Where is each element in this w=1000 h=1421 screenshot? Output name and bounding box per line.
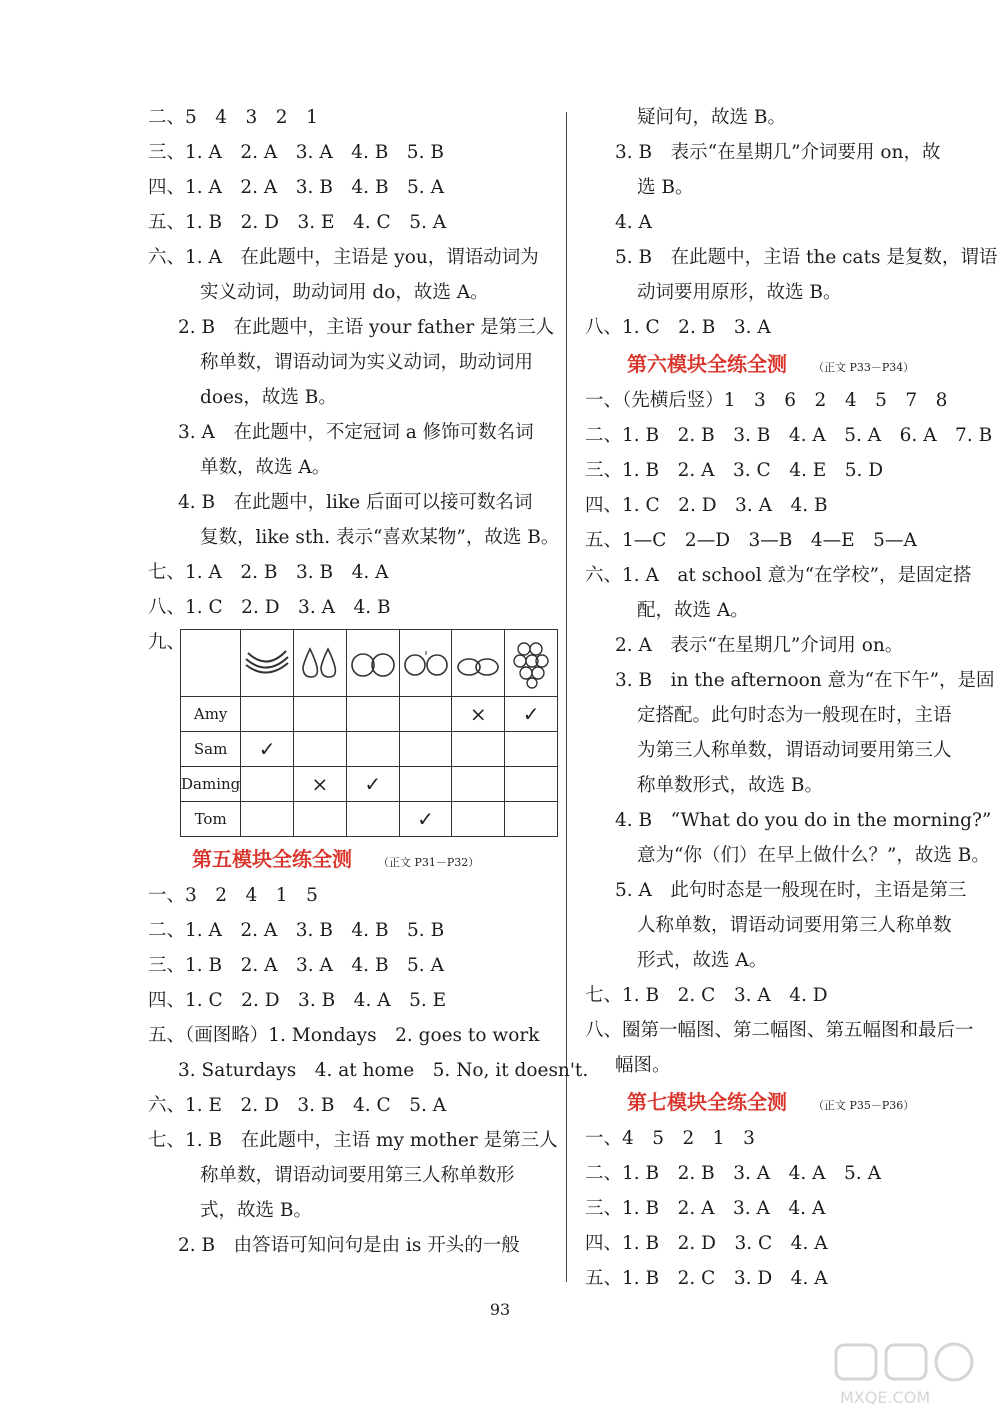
answer-line: 为第三人称单数，谓语动词要用第三人: [637, 740, 952, 761]
answers-module7: [585, 1121, 985, 1296]
answer-line: 称单数，谓语动词为实义动词，助动词用: [200, 352, 534, 373]
pear-icon: [294, 630, 347, 697]
answer-line: 六、1. A 在此题中，主语是 you，谓语动词为: [148, 247, 539, 268]
table-cell: [346, 732, 399, 767]
answer-line: 六、1. A at school 意为“在学校”，是固定搭: [585, 565, 972, 586]
answer-line: 五、1—C 2—D 3—B 4—E 5—A: [585, 530, 917, 551]
answer-line: 动词要用原形，故选 B。: [637, 282, 842, 303]
answer-line: 三、1. A 2. A 3. A 4. B 5. B: [148, 142, 444, 163]
answer-line: 3. B 表示“在星期几”介词要用 on，故: [615, 142, 941, 163]
answer-line: 3. A 在此题中，不定冠词 a 修饰可数名词: [178, 422, 534, 443]
question-nine-label: 九、: [148, 632, 186, 653]
answers-module5-continued: [585, 100, 998, 345]
student-name-cell: Amy: [181, 697, 241, 732]
answer-line: 5. A 此句时态是一般现在时，主语是第三: [615, 880, 967, 901]
answer-line: 五、1. B 2. D 3. E 4. C 5. A: [148, 212, 447, 233]
table-cell: [346, 697, 399, 732]
answer-line: does，故选 B。: [200, 387, 337, 408]
answer-line: 一、（先横后竖）1 3 6 2 4 5 7 8: [585, 390, 948, 411]
table-cell: [505, 732, 558, 767]
answer-line: 四、1. B 2. D 3. C 4. A: [585, 1233, 828, 1254]
peach-icon: [452, 630, 505, 697]
table-cell: [452, 732, 505, 767]
answer-line: 称单数形式，故选 B。: [637, 775, 823, 796]
fruit-preference-table: [180, 629, 558, 837]
answer-line: 二、1. B 2. B 3. A 4. A 5. A: [585, 1163, 881, 1184]
table-cell: [294, 697, 347, 732]
table-cell: [294, 732, 347, 767]
answer-line: 4. B 在此题中，like 后面可以接可数名词: [178, 492, 533, 513]
answer-line: 七、1. B 在此题中，主语 my mother 是第三人: [148, 1130, 558, 1151]
answer-line: 5. B 在此题中，主语 the cats 是复数，谓语: [615, 247, 998, 268]
page-number: 93: [489, 1300, 511, 1319]
table-cell: [505, 767, 558, 802]
table-cell: [241, 802, 294, 837]
answer-line: 五、1. B 2. C 3. D 4. A: [585, 1268, 828, 1289]
module5-heading: [148, 840, 558, 878]
answer-line: 三、1. B 2. A 3. A 4. A: [585, 1198, 826, 1219]
answer-line: 一、3 2 4 1 5: [148, 885, 318, 906]
table-cell: [346, 802, 399, 837]
right-column: [585, 100, 998, 1296]
table-cell: [399, 697, 452, 732]
answer-line: 4. A: [615, 212, 652, 233]
cross-mark: ×: [294, 767, 347, 802]
table-corner-cell: [181, 630, 241, 697]
module6-heading: [585, 345, 985, 383]
module7-heading: [585, 1083, 985, 1121]
watermark-text: MXQE.COM: [840, 1388, 931, 1407]
student-name-cell: Daming: [181, 767, 241, 802]
answer-line: 七、1. A 2. B 3. B 4. A: [148, 562, 389, 583]
answers-module6: [585, 383, 995, 1083]
watermark-logo: [832, 1341, 982, 1411]
table-cell: [399, 732, 452, 767]
module5-page-ref: （正文 P31－P32）: [378, 856, 480, 869]
answer-line: 一、4 5 2 1 3: [585, 1128, 755, 1149]
answer-line: 2. B 由答语可知问句是由 is 开头的一般: [178, 1235, 520, 1256]
module7-title: 第七模块全练全测: [627, 1090, 787, 1114]
answer-line: 四、1. C 2. D 3. B 4. A 5. E: [148, 990, 447, 1011]
answer-line: 意为“你（们）在早上做什么？”，故选 B。: [637, 845, 990, 866]
answer-line: 六、1. E 2. D 3. B 4. C 5. A: [148, 1095, 447, 1116]
table-cell: [452, 802, 505, 837]
answers-module4-part: [148, 100, 558, 625]
table-cell: [399, 767, 452, 802]
answer-line: 配，故选 A。: [637, 600, 749, 621]
answer-line: 2. A 表示“在星期几”介词用 on。: [615, 635, 904, 656]
answer-line: 八、圈第一幅图、第二幅图、第五幅图和最后一: [585, 1020, 974, 1041]
check-mark: ✓: [399, 802, 452, 837]
answer-line: 八、1. C 2. B 3. A: [585, 317, 771, 338]
table-cell: [241, 697, 294, 732]
check-mark: ✓: [346, 767, 399, 802]
apple-icon: [399, 630, 452, 697]
answer-line: 选 B。: [637, 177, 694, 198]
grape-icon: [505, 630, 558, 697]
answer-line: 二、1. B 2. B 3. B 4. A 5. A 6. A 7. B: [585, 425, 993, 446]
table-cell: [505, 802, 558, 837]
cross-mark: ×: [452, 697, 505, 732]
answers-module5: [148, 878, 589, 1263]
fruit-preference-table-section: [148, 625, 558, 840]
answer-line: 4. B “What do you do in the morning?”: [615, 810, 992, 831]
answer-line: 2. B 在此题中，主语 your father 是第三人: [178, 317, 555, 338]
answer-line: 式，故选 B。: [200, 1200, 312, 1221]
answer-line: 三、1. B 2. A 3. A 4. B 5. A: [148, 955, 444, 976]
banana-icon: [241, 630, 294, 697]
answer-line: 五、（画图略）1. Mondays 2. goes to work: [148, 1025, 540, 1046]
module7-page-ref: （正文 P35－P36）: [813, 1099, 915, 1112]
table-row: [181, 767, 558, 802]
answer-line: 二、1. A 2. A 3. B 4. B 5. B: [148, 920, 445, 941]
answer-line: 称单数，谓语动词要用第三人称单数形: [200, 1165, 515, 1186]
answer-line: 单数，故选 A。: [200, 457, 331, 478]
table-row: [181, 732, 558, 767]
module6-title: 第六模块全练全测: [627, 352, 787, 376]
answer-line: 四、1. A 2. A 3. B 4. B 5. A: [148, 177, 444, 198]
answer-line: 八、1. C 2. D 3. A 4. B: [148, 597, 391, 618]
check-mark: ✓: [241, 732, 294, 767]
answer-line: 三、1. B 2. A 3. C 4. E 5. D: [585, 460, 884, 481]
answer-line: 二、5 4 3 2 1: [148, 107, 318, 128]
table-cell: [241, 767, 294, 802]
answer-line: 幅图。: [615, 1055, 671, 1076]
table-row: [181, 697, 558, 732]
column-divider: [566, 112, 567, 1282]
module6-page-ref: （正文 P33－P34）: [813, 361, 915, 374]
answer-line: 复数，like sth. 表示“喜欢某物”，故选 B。: [200, 527, 560, 548]
table-cell: [294, 802, 347, 837]
left-column: [148, 100, 589, 1263]
table-row: [181, 802, 558, 837]
answer-line: 人称单数，谓语动词要用第三人称单数: [637, 915, 952, 936]
module5-title: 第五模块全练全测: [192, 847, 352, 871]
answer-line: 3. B in the afternoon 意为“在下午”，是固: [615, 670, 995, 691]
answer-line: 3. Saturdays 4. at home 5. No, it doesn't.: [178, 1060, 589, 1081]
student-name-cell: Sam: [181, 732, 241, 767]
answer-line: 形式，故选 A。: [637, 950, 768, 971]
answer-line: 实义动词，助动词用 do，故选 A。: [200, 282, 489, 303]
answer-line: 疑问句，故选 B。: [637, 107, 786, 128]
answer-line: 四、1. C 2. D 3. A 4. B: [585, 495, 828, 516]
orange-icon: [346, 630, 399, 697]
check-mark: ✓: [505, 697, 558, 732]
answer-line: 七、1. B 2. C 3. A 4. D: [585, 985, 828, 1006]
table-cell: [452, 767, 505, 802]
answer-line: 定搭配。此句时态为一般现在时，主语: [637, 705, 952, 726]
student-name-cell: Tom: [181, 802, 241, 837]
